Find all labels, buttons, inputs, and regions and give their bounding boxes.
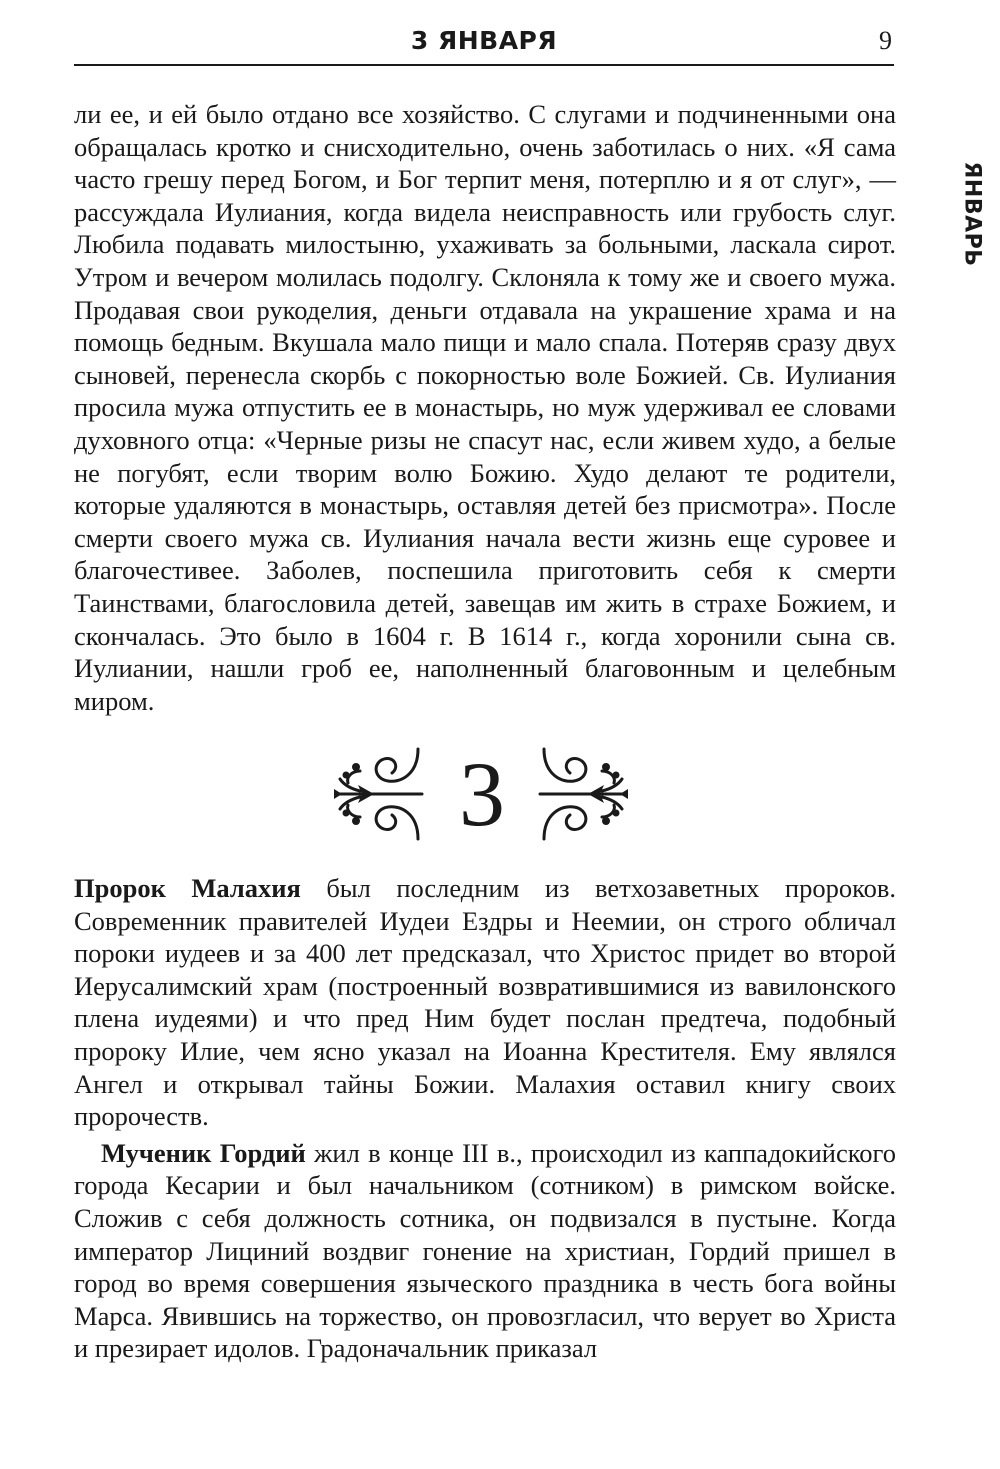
day-entries xyxy=(74,872,896,1365)
header-title: 3 ЯНВАРЯ xyxy=(410,26,558,55)
entry-paragraph xyxy=(74,872,896,1133)
entry-text: был последним из ветхозаветных пророков. Современник правителей Иудеи Ездры и Неемии, он строго обличал пороки иудеев и за 400 лет предсказал, что Христос придет во второй Иерусалимский храм (построенный возвратившимися из вавилонского плена иудеями) и что пред Ним будет послан предтеча, подобный пророку Илие, чем ясно указал на Иоанна Крестителя. Ему являлся Ангел и открывал тайны Божии. Малахия оставил книгу своих пророчеств. xyxy=(74,873,896,1132)
entry-paragraph xyxy=(74,1137,896,1365)
saint-name: Пророк Малахия xyxy=(74,873,301,903)
flourish-left-icon xyxy=(330,745,426,843)
running-header xyxy=(74,22,894,62)
month-side-tab xyxy=(950,148,994,280)
intro-paragraph: ли ее, и ей было отдано все хозяйство. С слугами и подчиненными она обращалась кротко и снисходительно, очень заботилась о них. «Я сама часто грешу перед Богом, и Бог терпит меня, потерплю и я от слуг», — рассуждала Иулиания, когда видела неисправность или грубость слуг. Любила подавать милостыню, ухаживать за больными, ласкала сирот. Утром и вечером молилась подолгу. Склоняла к тому же и своего мужа. Продавая свои рукоделия, деньги отдавала на украшение храма и на помощь бедным. Вкушала мало пищи и мало спала. Потеряв сразу двух сыновей, перенесла скорбь с покорностью воле Божией. Св. Иулиания просила мужа отпустить ее в монастырь, но муж удерживал ее словами духовного отца: «Черные ризы не спасут нас, если живем худо, а белые не погубят, если творим волю Божию. Худо делают те родители, которые удаляются в монастырь, оставляя детей без присмотра». После смерти своего мужа св. Иулиания начала вести жизнь еще суровее и благочестивее. Заболев, поспешила приготовить себя к смерти Таинствами, благословила детей, завещав им жить в страхе Божием, и скончалась. Это было в 1604 г. В 1614 г., когда хоронили сына св. Иулиании, нашли гроб ее, наполненный благовонным и целебным миром. xyxy=(74,99,896,716)
flourish-right-icon xyxy=(536,745,632,843)
intro-text-block xyxy=(74,98,896,717)
entry-text: жил в конце III в., происходил из каппадокийского города Кесарии и был начальником (сотником) в римском войске. Сложив с себя должность сотника, он подвизался в пустыне. Когда император Лициний воздвиг гонение на христиан, Гордий пришел в город во время совершения языческого праздника в честь бога войны Марса. Явившись на торжество, он провозгласил, что верует во Христа и презирает идолов. Градоначальник приказал xyxy=(74,1137,896,1364)
saint-name: Мученик Гордий xyxy=(101,1137,306,1168)
day-number: 3 xyxy=(459,743,505,845)
day-ornament xyxy=(330,745,630,843)
header-rule xyxy=(74,64,894,66)
page-number: 9 xyxy=(879,26,892,55)
month-side-tab-label: ЯНВАРЬ xyxy=(959,161,985,267)
